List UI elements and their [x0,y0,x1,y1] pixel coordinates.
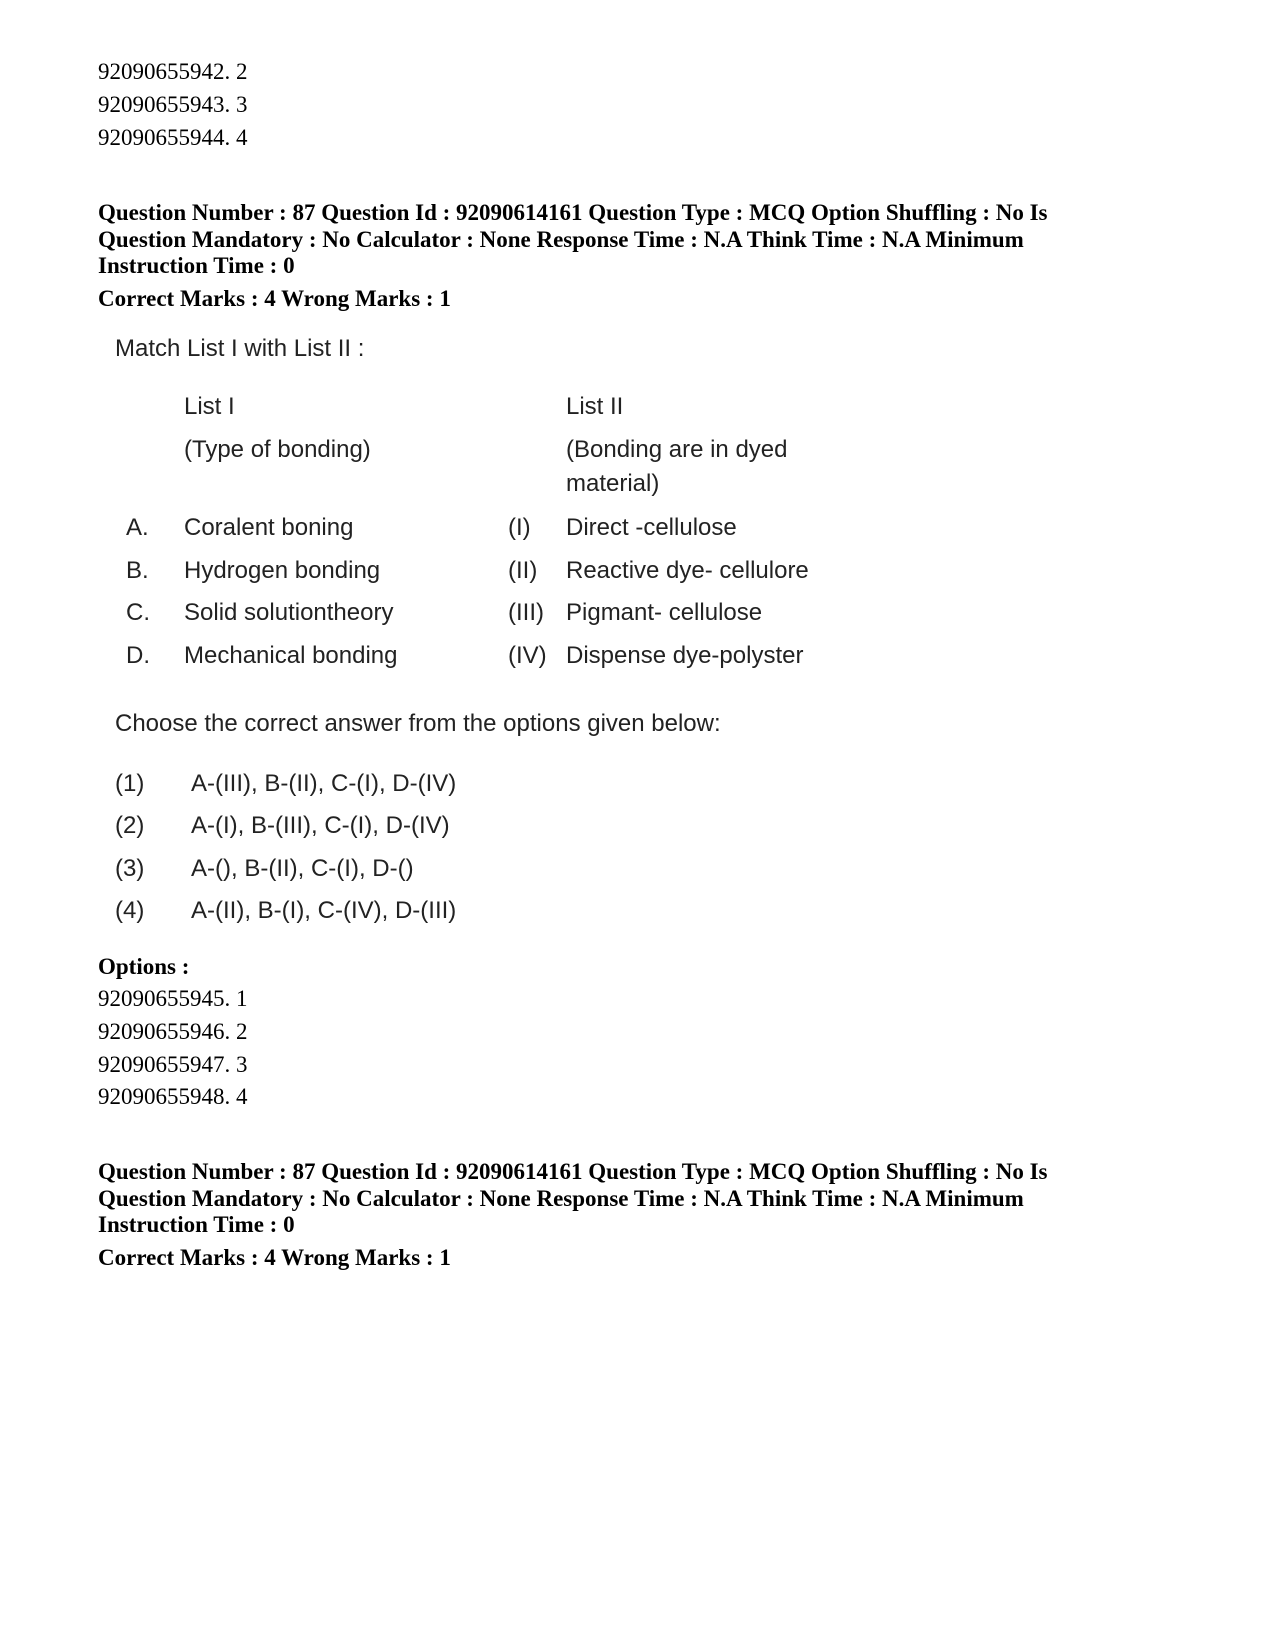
row-letter: B. [126,557,149,584]
answer-number: (1) [115,770,145,797]
list1-title: List I [184,393,235,420]
answer-number: (2) [115,812,145,839]
list1-subtitle: (Type of bonding) [184,436,371,463]
row-item: Solid solutiontheory [184,599,394,626]
row-numeral: (IV) [508,642,547,669]
answer-text: A-(II), B-(I), C-(IV), D-(III) [191,897,457,924]
row-letter: A. [126,514,149,541]
row-numeral: (III) [508,599,544,626]
options-label: Options : [98,954,190,979]
answer-text: A-(), B-(II), C-(I), D-() [191,855,414,882]
row-letter: C. [126,599,150,626]
option-line: 92090655946. 2 [98,1019,248,1044]
answer-number: (4) [115,897,145,924]
question-header-line: Question Number : 87 Question Id : 92090614161 Question Type : MCQ Option Shuffling : No Is [98,200,1048,225]
row-numeral: (II) [508,557,538,584]
question-header-line: Question Mandatory : No Calculator : None Response Time : N.A Think Time : N.A Minimum [98,227,1024,252]
question-header-line: Question Number : 87 Question Id : 92090614161 Question Type : MCQ Option Shuffling : No Is [98,1159,1048,1184]
answer-number: (3) [115,855,145,882]
option-line: 92090655945. 1 [98,986,248,1011]
row-item: Coralent boning [184,514,354,541]
row-match: Pigmant- cellulose [566,599,763,626]
row-letter: D. [126,642,150,669]
prev-option-line: 92090655944. 4 [98,125,248,150]
question-marks: Correct Marks : 4 Wrong Marks : 1 [98,1245,451,1270]
option-line: 92090655948. 4 [98,1084,248,1109]
question-header-line: Question Mandatory : No Calculator : None Response Time : N.A Think Time : N.A Minimum [98,1186,1024,1211]
question-marks: Correct Marks : 4 Wrong Marks : 1 [98,286,451,311]
question-header-line: Instruction Time : 0 [98,253,295,278]
answer-text: A-(I), B-(III), C-(I), D-(IV) [191,812,450,839]
row-numeral: (I) [508,514,531,541]
prev-option-line: 92090655943. 3 [98,92,248,117]
answer-text: A-(III), B-(II), C-(I), D-(IV) [191,770,457,797]
list2-subtitle: material) [566,470,660,497]
option-line: 92090655947. 3 [98,1052,248,1077]
question-header-line: Instruction Time : 0 [98,1212,295,1237]
choose-instruction: Choose the correct answer from the options given below: [115,710,721,737]
list2-title: List II [566,393,624,420]
question-intro: Match List I with List II : [115,335,365,362]
row-item: Hydrogen bonding [184,557,381,584]
row-match: Direct -cellulose [566,514,737,541]
row-item: Mechanical bonding [184,642,398,669]
prev-option-line: 92090655942. 2 [98,59,248,84]
row-match: Dispense dye-polyster [566,642,804,669]
row-match: Reactive dye- cellulore [566,557,809,584]
list2-subtitle: (Bonding are in dyed [566,436,788,463]
